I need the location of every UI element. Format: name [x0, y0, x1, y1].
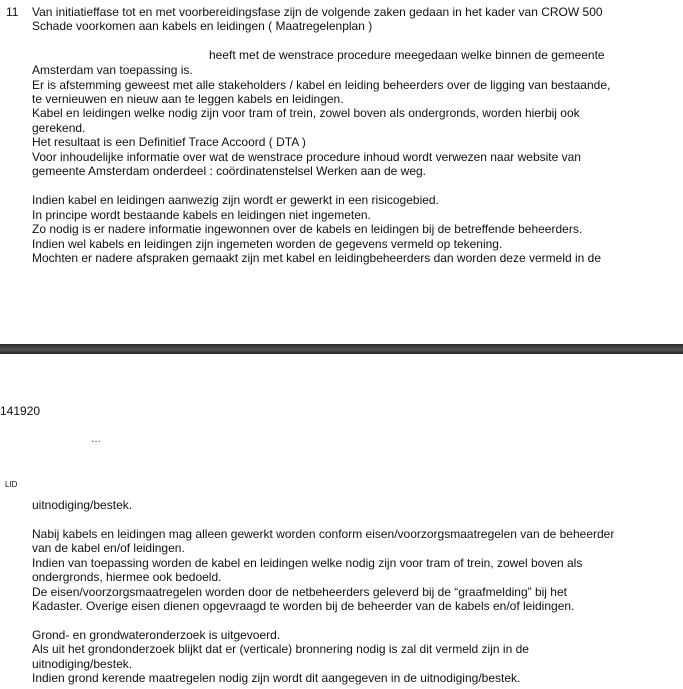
text-line: te vernieuwen en nieuw aan te leggen kabels en leidingen.	[32, 92, 344, 106]
text-line: Het resultaat is een Definitief Trace Accoord ( DTA )	[32, 135, 306, 149]
text-line: Indien wel kabels en leidingen zijn ingemeten worden de gegevens vermeld op tekening.	[32, 237, 503, 251]
text-line: Voor inhoudelijke informatie over wat de wenstrace procedure inhoud wordt verwezen naar website van	[32, 150, 581, 164]
margin-marker: LID	[5, 480, 18, 489]
text-line: Schade voorkomen aan kabels en leidingen ( Maatregelenplan )	[32, 19, 373, 33]
text-line: Kabel en leidingen welke nodig zijn voor tram of trein, zowel boven als ondergronds, worden hierbij ook	[32, 106, 580, 120]
text-line: uitnodiging/bestek.	[32, 498, 133, 512]
text-line: Als uit het grondonderzoek blijkt dat er (verticale) bronnering nodig is zal dit vermeld zijn in de	[32, 642, 529, 656]
text-line: In principe wordt bestaande kabels en leidingen niet ingemeten.	[32, 208, 371, 222]
header-code: 141920	[0, 404, 41, 418]
text-line: Amsterdam van toepassing is.	[32, 63, 193, 77]
text-line: heeft met de wenstrace procedure meegedaan welke binnen de gemeente	[209, 48, 605, 62]
text-line: Indien kabel en leidingen aanwezig zijn wordt er gewerkt in een risicogebied.	[32, 193, 439, 207]
text-line: ondergronds, hiermee ook bedoeld.	[32, 570, 222, 584]
header-dots: ...	[91, 431, 102, 445]
document-page-top	[0, 0, 683, 344]
text-line: Er is afstemming geweest met alle stakeholders / kabel en leiding beheerders over de ligging van bestaande,	[32, 78, 611, 92]
text-line: gerekend.	[32, 121, 86, 135]
text-line: Kadaster. Overige eisen dienen opgevraagd te worden bij de beheerder van de kabels en/of leidingen.	[32, 599, 575, 613]
text-line: De eisen/voorzorgsmaatregelen worden door de netbeheerders geleverd bij de “graafmelding” bij het	[32, 585, 567, 599]
text-line: Van initiatieffase tot en met voorbereidingsfase zijn de volgende zaken gedaan in het kader van CROW 500	[32, 5, 603, 19]
text-line: Nabij kabels en leidingen mag alleen gewerkt worden conform eisen/voorzorgsmaatregelen van de beheerder	[32, 527, 615, 541]
text-line: Indien van toepassing worden de kabel en leidingen welke nodig zijn voor tram of trein, zowel boven als	[32, 556, 583, 570]
text-line: Mochten er nadere afspraken gemaakt zijn met kabel en leidingbeheerders dan worden deze vermeld in de	[32, 251, 602, 265]
item-number: 11	[6, 5, 19, 19]
text-line: Indien grond kerende maatregelen nodig zijn wordt dit aangegeven in de uitnodiging/bestek.	[32, 671, 521, 685]
text-line: Zo nodig is er nadere informatie ingewonnen over de kabels en leidingen bij de betreffende beheerders.	[32, 222, 583, 236]
text-line: uitnodiging/bestek.	[32, 657, 133, 671]
text-line: Grond- en grondwateronderzoek is uitgevoerd.	[32, 628, 281, 642]
page-separator	[0, 344, 683, 354]
text-line: gemeente Amsterdam onderdeel : coördinatenstelsel Werken aan de weg.	[32, 164, 427, 178]
document-page-bottom	[0, 354, 683, 689]
text-line: van de kabel en/of leidingen.	[32, 541, 185, 555]
